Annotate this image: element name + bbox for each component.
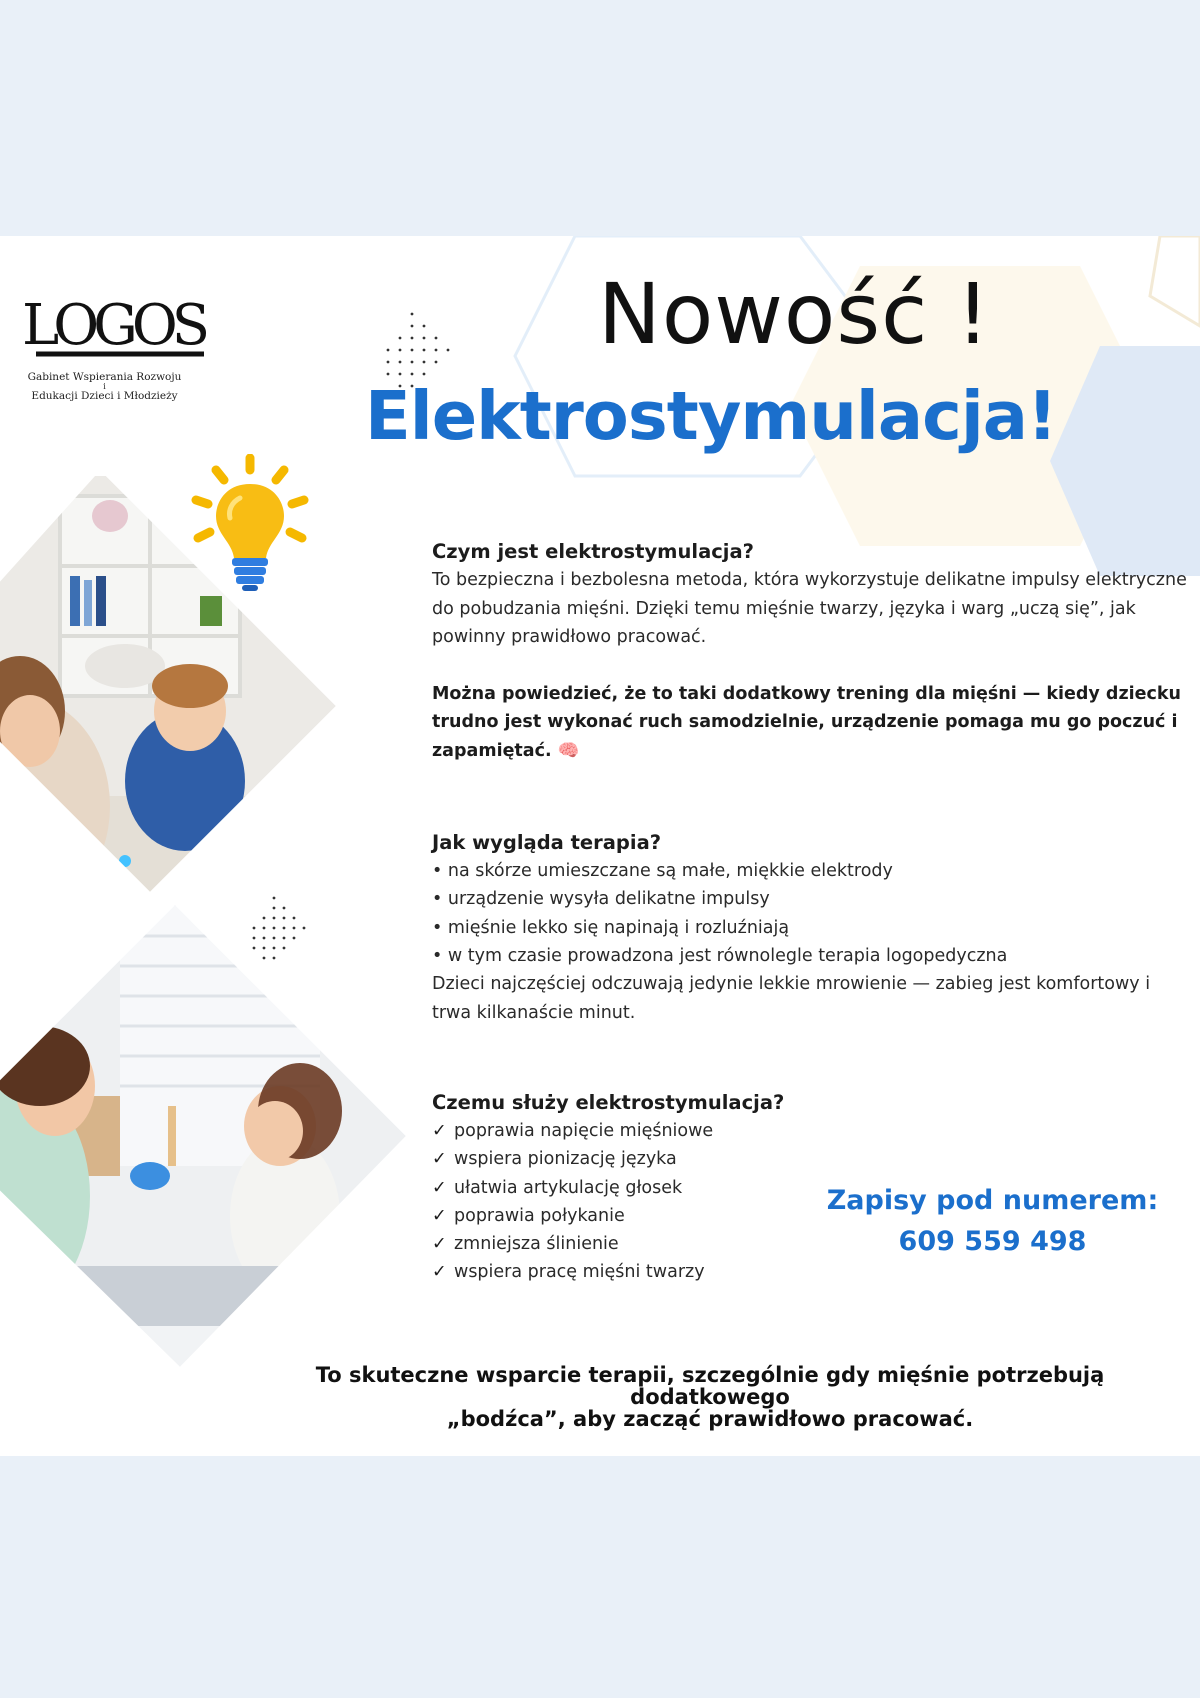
check-icon: ✓ <box>432 1149 447 1170</box>
footer-line2: „bodźca”, aby zacząć prawidłowo pracować. <box>446 1407 974 1431</box>
list-item <box>432 1145 812 1173</box>
list-item-label: wspiera pracę mięśni twarzy <box>454 1262 705 1283</box>
check-icon: ✓ <box>432 1177 447 1198</box>
logo-text: LOGOS <box>22 293 205 358</box>
list-item-label: zmniejsza ślinienie <box>454 1234 619 1255</box>
list-item <box>432 1117 812 1145</box>
list-item: • w tym czasie prowadzona jest równolegle terapia logopedyczna <box>432 945 1008 966</box>
photo-collage <box>0 476 420 1396</box>
section-paragraph-bold: Można powiedzieć, że to taki dodatkowy trening dla mięśni — kiedy dziecku trudno jest wykonać ruch samodzielnie, urządzenie pomaga mu go poczuć i zapamiętać. 🧠 <box>432 683 1181 761</box>
logo-mark <box>22 292 212 362</box>
list-item: • mięśnie lekko się napinają i rozluźniają <box>432 917 790 938</box>
footer-line1: To skuteczne wsparcie terapii, szczególnie gdy mięśnie potrzebują dodatkowego <box>315 1363 1105 1409</box>
section-what-is <box>432 538 1192 765</box>
list-item-label: wspiera pionizację języka <box>454 1149 677 1170</box>
section-heading: Jak wygląda terapia? <box>432 831 662 854</box>
lightbulb-icon <box>186 454 316 594</box>
check-icon: ✓ <box>432 1121 447 1141</box>
footer-tagline <box>245 1364 1175 1430</box>
dot-grid-icon <box>252 894 316 974</box>
section-heading: Czym jest elektrostymulacja? <box>432 540 754 563</box>
list-item <box>432 1174 812 1202</box>
photo-therapist-with-girl <box>0 901 410 1371</box>
list-item-label: ułatwia artykulację głosek <box>454 1177 683 1198</box>
section-benefits <box>432 1089 812 1287</box>
check-icon: ✓ <box>432 1262 447 1283</box>
headline-title: Nowość ! <box>598 265 991 363</box>
check-icon: ✓ <box>432 1234 447 1255</box>
logo-subtitle-line1: Gabinet Wspierania Rozwoju <box>27 371 182 383</box>
section-paragraph: To bezpieczna i bezbolesna metoda, która wykorzystuje delikatne impulsy elektryczne do pobudzania mięśni. Dzięki temu mięśnie twarzy, języka i warg „uczą się”, jak powinny prawidłowo pracować. <box>432 570 1187 647</box>
list-item <box>432 1202 812 1230</box>
logo-subtitle-line2: i <box>103 382 106 391</box>
signup-label: Zapisy pod numerem: <box>826 1185 1159 1216</box>
signup-cta <box>820 1180 1165 1262</box>
flyer-card <box>0 236 1200 1456</box>
list-item: • urządzenie wysyła delikatne impulsy <box>432 889 770 910</box>
list-item <box>432 1258 812 1286</box>
list-item <box>432 1230 812 1258</box>
list-item-label: poprawia napięcie mięśniowe <box>454 1121 714 1141</box>
logo-subtitle-line3: Edukacji Dzieci i Młodzieży <box>31 390 178 402</box>
section-note: Dzieci najczęściej odczuwają jedynie lekkie mrowienie — zabieg jest komfortowy i trwa kilkanaście minut. <box>432 974 1151 1023</box>
phone-number[interactable]: 609 559 498 <box>898 1226 1087 1257</box>
section-how-therapy <box>432 829 1192 1027</box>
list-item: • na skórze umieszczane są małe, miękkie elektrody <box>432 861 893 881</box>
section-heading: Czemu służy elektrostymulacja? <box>432 1091 785 1114</box>
list-item-label: poprawia połykanie <box>454 1205 625 1226</box>
check-icon: ✓ <box>432 1205 447 1226</box>
headline-subtitle: Elektrostymulacja! <box>365 377 1057 455</box>
